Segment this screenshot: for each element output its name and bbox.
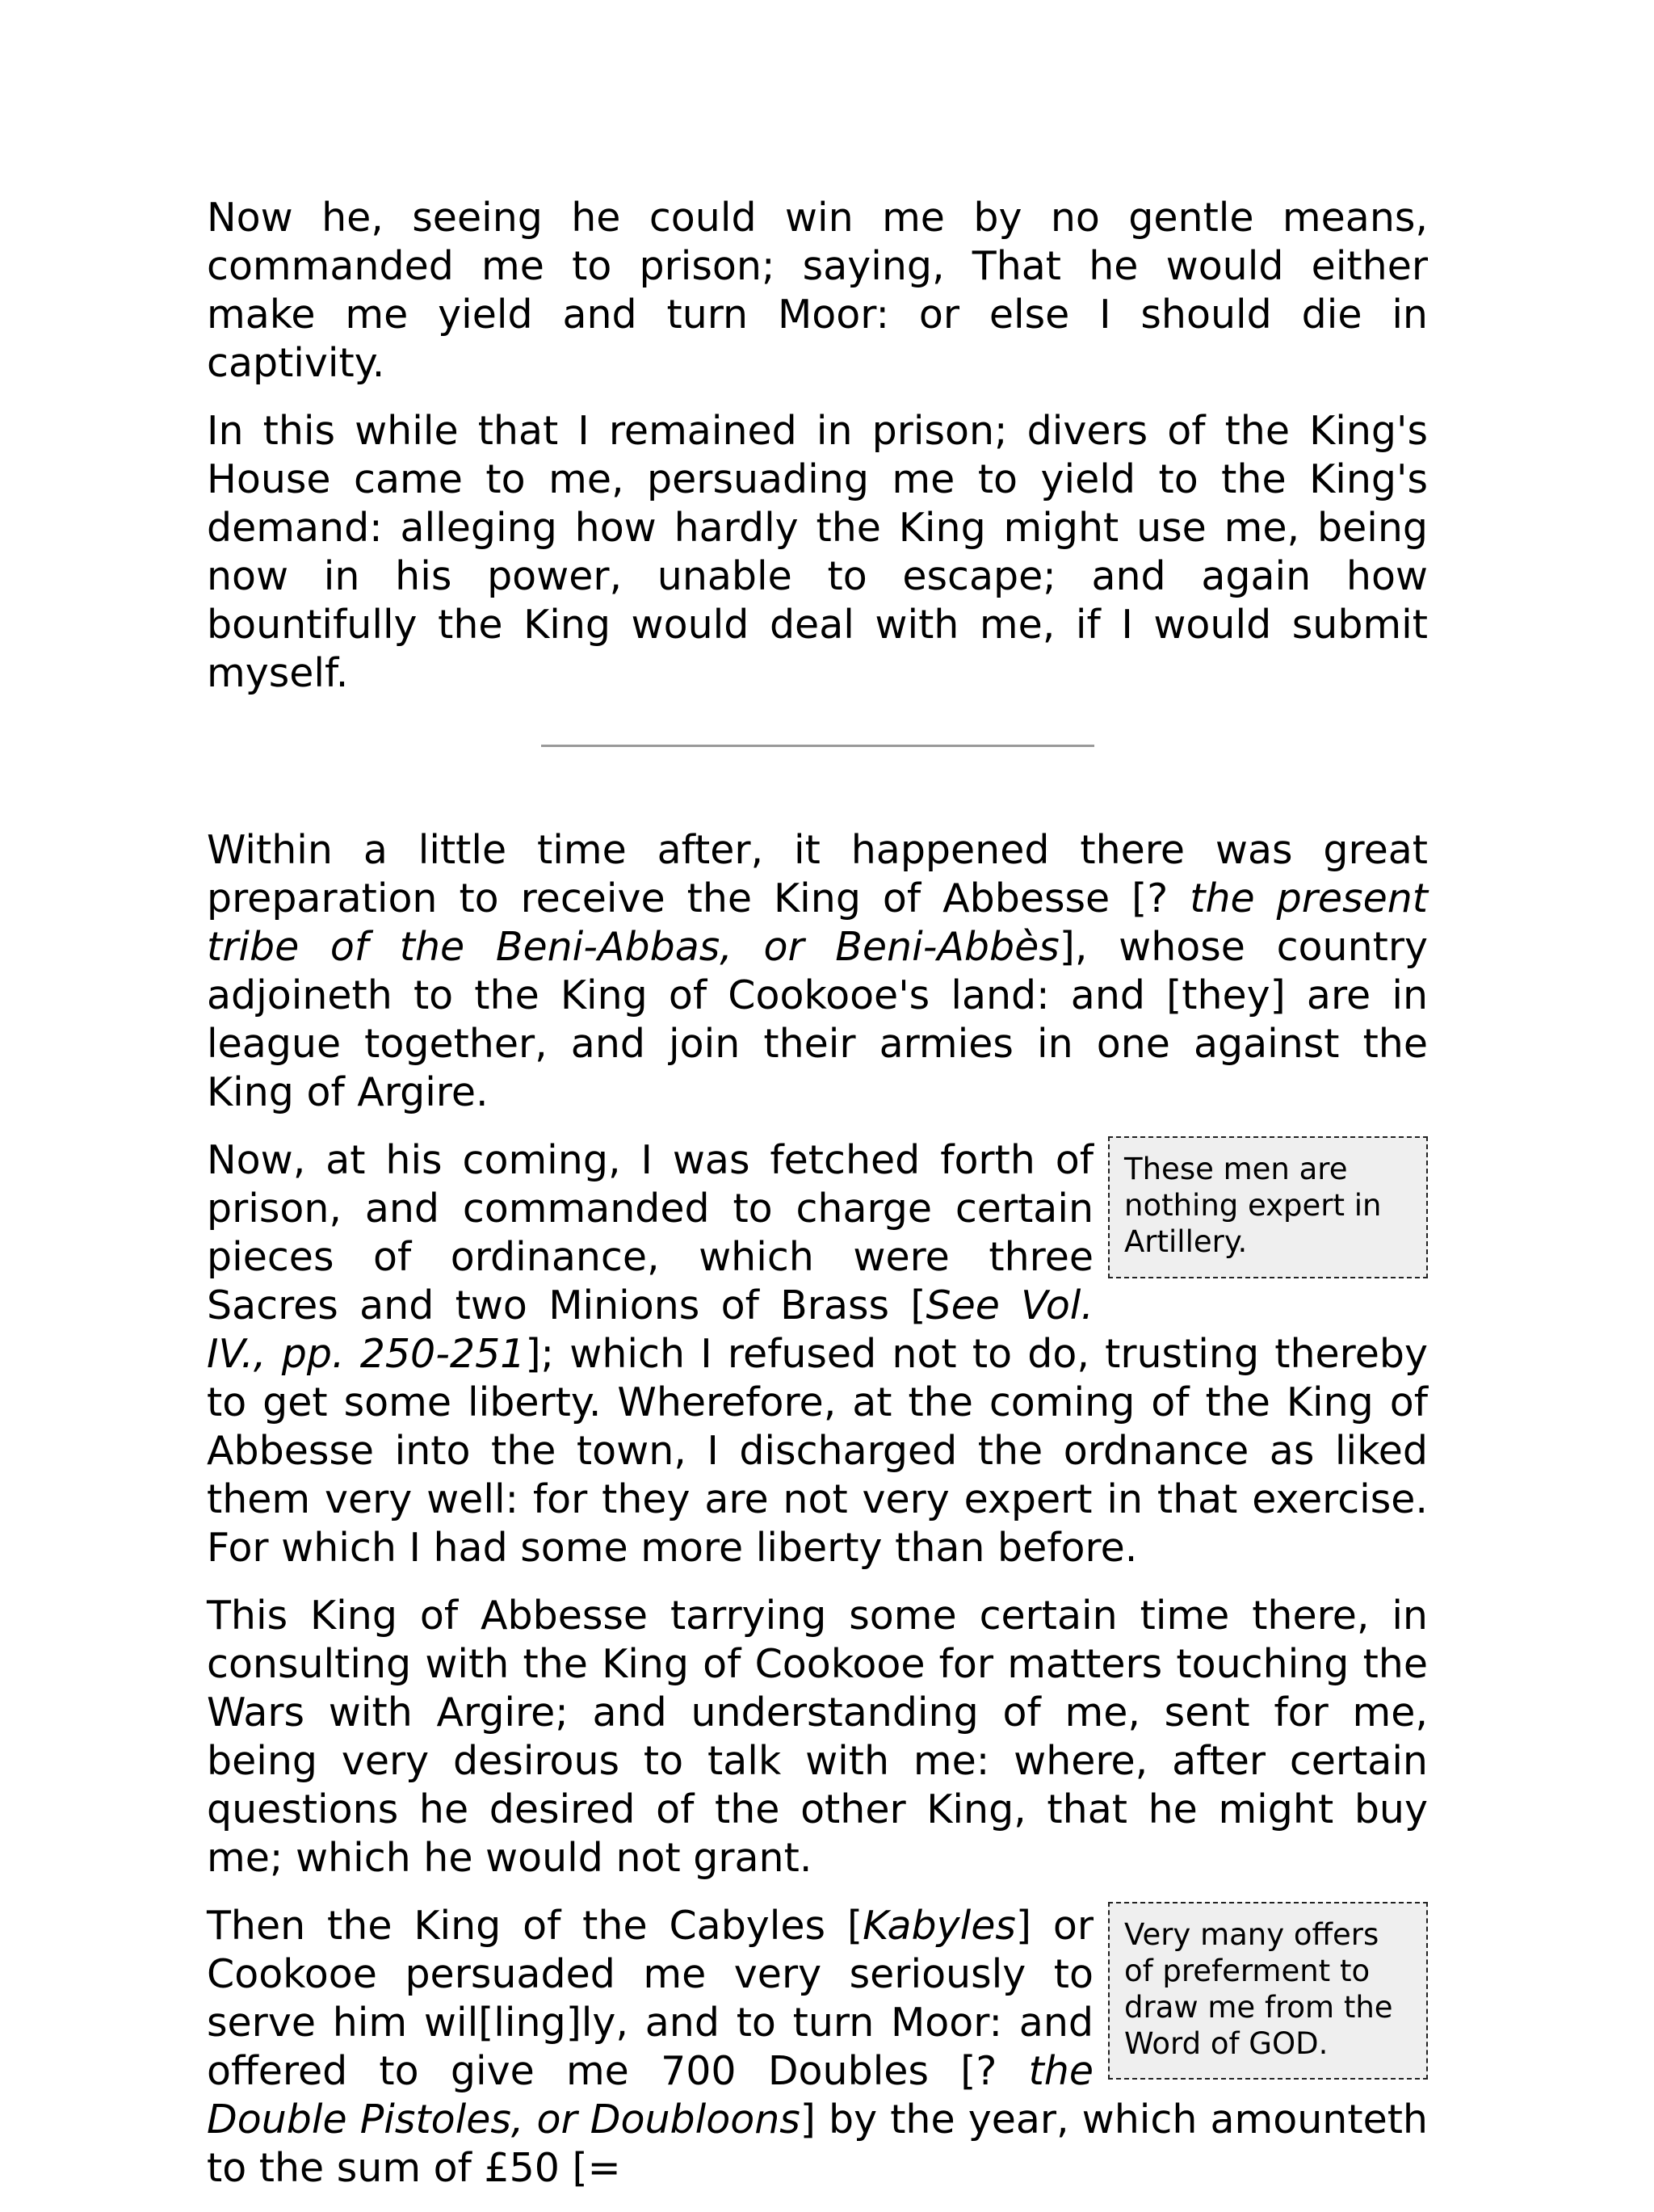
paragraph-cabyles-offer: Then the King of the Cabyles [Kabyles] or Cookooe persuaded me very seriously to serve him wil[ling]ly, and to turn Moor: and offered to give me 700 Doubles [? the Double Pistoles, or Doubloons] by the year, which amounteth to the sum of £50 [= — [207, 1903, 1428, 2191]
paragraph-abbesse-tarrying: This King of Abbesse tarrying some certain time there, in consulting with the King of Cookooe for matters touching the Wars with Argire; and understanding of me, sent for me, being very desirous to talk with me: where, after certain questions he desired of the other King, that he might buy me; which he would not grant. — [207, 1593, 1428, 1881]
sidenote-preferment: Very many offers of preferment to draw me from the Word of GOD. — [1108, 1902, 1428, 2080]
sidenote-artillery: These men are nothing expert in Artillery. — [1108, 1136, 1428, 1278]
book-page — [207, 194, 1428, 2212]
editor-note: the present tribe of the Beni-Abbas, or Beni-Abbès — [207, 875, 1428, 970]
editor-note: See Vol. IV., pp. 250-251 — [207, 1282, 1094, 1377]
editor-note: Kabyles — [863, 1903, 1016, 1949]
paragraph-ordinance: Now, at his coming, I was fetched forth of prison, and commanded to charge certain pieces of ordinance, which were three Sacres and two Minions of Brass [See Vol. IV., pp. 250-251]; which I refused not to do, trusting thereby to get some liberty. Wherefore, at the coming of the King of Abbesse into the town, I discharged the ordnance as liked them very well: for they are not very expert in that exercise. For which I had some more liberty than before. — [207, 1137, 1428, 1571]
section-divider — [541, 745, 1094, 747]
paragraph-king-of-abbesse: Within a little time after, it happened there was great preparation to receive the King of Abbesse [? the present tribe of the Beni-Abbas, or Beni-Abbès], whose country adjoineth to the King of Cookooe's land: and [they] are in league together, and join their armies in one against the King of Argire. — [207, 827, 1428, 1115]
paragraph-kings-house: In this while that I remained in prison; divers of the King's House came to me, persuading me to yield to the King's demand: alleging how hardly the King might use me, being now in his power, unable to escape; and again how bountifully the King would deal with me, if I would submit myself. — [207, 408, 1428, 696]
paragraph-prison-command: Now he, seeing he could win me by no gentle means, commanded me to prison; saying, That he would either make me yield and turn Moor: or else I should die in captivity. — [207, 195, 1428, 386]
editor-note: the Double Pistoles, or Doubloons — [207, 2048, 1094, 2143]
